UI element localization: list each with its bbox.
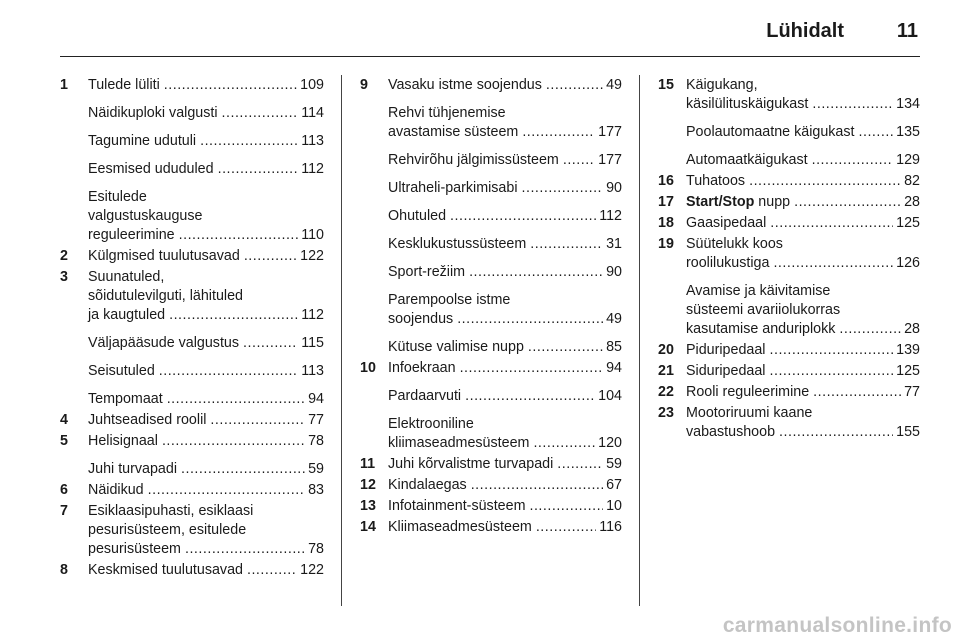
leader-dots: [148, 481, 305, 500]
entry-last-line: [686, 383, 920, 402]
column-divider-1: [341, 75, 342, 606]
entry-page: 49: [606, 77, 622, 93]
leader-dots: [812, 95, 893, 114]
entry-last-line: [88, 160, 324, 179]
index-entry: [60, 362, 324, 381]
entry-number: 23: [658, 405, 674, 421]
entry-text: Tulede lüliti: [88, 77, 160, 93]
entry-last-line: [88, 390, 324, 409]
entry-last-line: [88, 132, 324, 151]
entry-number: 2: [60, 248, 68, 264]
entry-text: Sport-režiim: [388, 264, 466, 280]
entry-page: 112: [599, 208, 622, 224]
entry-last-line: [88, 411, 324, 430]
leader-dots: [164, 76, 297, 95]
leader-dots: [770, 341, 894, 360]
entry-bold-text: Start/Stop: [686, 194, 755, 210]
entry-last-line: [88, 481, 324, 500]
entry-last-line: [686, 362, 920, 381]
entry-page: 49: [606, 311, 622, 327]
entry-number: 7: [60, 503, 68, 519]
entry-text: Ohutuled: [388, 208, 447, 224]
entry-page: 31: [606, 236, 622, 252]
entry-page: 10: [606, 498, 622, 514]
entry-page: 113: [301, 133, 324, 149]
leader-dots: [522, 123, 595, 142]
entry-text: Rehvirõhu jälgimissüsteem: [388, 152, 559, 168]
leader-dots: [546, 76, 603, 95]
entry-page: 85: [606, 339, 622, 355]
index-entry: [360, 104, 622, 142]
index-entry: [360, 207, 622, 226]
entry-text-line: Mootoriruumi kaane: [686, 405, 813, 421]
entry-text-line: sõidutulevilguti, lähituled: [88, 288, 243, 304]
entry-page: 126: [896, 255, 920, 271]
entry-page: 177: [598, 124, 622, 140]
entry-text: pesurisüsteem: [88, 541, 181, 557]
leader-dots: [169, 306, 298, 325]
entry-page: 94: [308, 391, 324, 407]
leader-dots: [200, 132, 298, 151]
index-entry: [360, 179, 622, 198]
leader-dots: [471, 476, 603, 495]
entry-page: 94: [606, 360, 622, 376]
entry-text-line: Esiklaasipuhasti, esiklaasi: [88, 503, 254, 519]
entry-text: Juhi turvapadi: [88, 461, 178, 477]
entry-number: 5: [60, 433, 68, 449]
entry-page: 125: [896, 215, 920, 231]
entry-text: Gaasipedaal: [686, 215, 767, 231]
index-entry: [360, 263, 622, 282]
entry-number: 16: [658, 173, 674, 189]
leader-dots: [210, 411, 305, 430]
entry-last-line: [388, 455, 622, 474]
leader-dots: [450, 207, 596, 226]
entry-page: 104: [598, 388, 622, 404]
entry-page: 120: [598, 435, 622, 451]
index-entry: [60, 390, 324, 409]
index-entry: [360, 387, 622, 406]
leader-dots: [859, 123, 894, 142]
entry-number: 15: [658, 77, 674, 93]
index-entry: [60, 104, 324, 123]
leader-dots: [813, 383, 901, 402]
entry-text-line: valgustuskauguse: [88, 208, 203, 224]
index-entry: [60, 481, 324, 500]
entry-page: 67: [606, 477, 622, 493]
entry-page: 77: [904, 384, 920, 400]
page-header: [60, 14, 920, 52]
leader-dots: [167, 390, 305, 409]
entry-last-line: [88, 460, 324, 479]
leader-dots: [530, 235, 603, 254]
leader-dots: [839, 320, 901, 339]
entry-text: Siduripedaal: [686, 363, 766, 379]
index-entry: [658, 76, 920, 114]
entry-page: 122: [300, 562, 324, 578]
entry-text: Infoekraan: [388, 360, 456, 376]
leader-dots: [159, 362, 298, 381]
column-divider-2: [639, 75, 640, 606]
index-column-1: [60, 76, 324, 582]
entry-text: Kliimaseadmesüsteem: [388, 519, 532, 535]
entry-last-line: [686, 123, 920, 142]
leader-dots: [794, 193, 901, 212]
entry-page: 110: [301, 227, 324, 243]
entry-page: 59: [606, 456, 622, 472]
index-entry: [60, 432, 324, 451]
entry-number: 19: [658, 236, 674, 252]
entry-text: Helisignaal: [88, 433, 158, 449]
index-entry: [60, 268, 324, 325]
entry-text-line: Elektrooniline: [388, 416, 474, 432]
entry-last-line: [686, 151, 920, 170]
entry-text: Pardaarvuti: [388, 388, 462, 404]
entry-page: 114: [301, 105, 324, 121]
leader-dots: [465, 387, 595, 406]
entry-text: Tuhatoos: [686, 173, 746, 189]
index-entry: [360, 151, 622, 170]
index-entry: [60, 334, 324, 353]
entry-text-line: Rehvi tühjenemise: [388, 105, 506, 121]
entry-text: Näidikud: [88, 482, 144, 498]
entry-number: 10: [360, 360, 376, 376]
entry-last-line: [686, 341, 920, 360]
entry-number: 22: [658, 384, 674, 400]
entry-number: 6: [60, 482, 68, 498]
entry-number: 11: [360, 456, 376, 472]
entry-text-line: Parempoolse istme: [388, 292, 511, 308]
entry-last-line: [686, 320, 920, 339]
index-entry: [658, 214, 920, 233]
entry-page: 122: [300, 248, 324, 264]
index-entry: [360, 497, 622, 516]
index-entry: [360, 455, 622, 474]
leader-dots: [528, 338, 603, 357]
entry-last-line: [686, 172, 920, 191]
entry-last-line: [88, 561, 324, 580]
entry-number: 4: [60, 412, 68, 428]
entry-page: 83: [308, 482, 324, 498]
entry-number: 21: [658, 363, 674, 379]
leader-dots: [779, 423, 893, 442]
leader-dots: [244, 247, 297, 266]
entry-last-line: [686, 423, 920, 442]
entry-last-line: [388, 123, 622, 142]
entry-number: 20: [658, 342, 674, 358]
entry-last-line: [88, 104, 324, 123]
entry-page: 115: [301, 335, 324, 351]
entry-last-line: [388, 235, 622, 254]
entry-page: 135: [896, 124, 920, 140]
leader-dots: [773, 254, 893, 273]
entry-number: 9: [360, 77, 368, 93]
leader-dots: [749, 172, 901, 191]
leader-dots: [522, 179, 604, 198]
leader-dots: [460, 359, 604, 378]
entry-last-line: [88, 226, 324, 245]
entry-text: avastamise süsteem: [388, 124, 519, 140]
entry-page: 112: [301, 161, 324, 177]
entry-page: 90: [606, 264, 622, 280]
leader-dots: [243, 334, 298, 353]
leader-dots: [770, 214, 893, 233]
entry-last-line: [388, 151, 622, 170]
entry-text-line: Süütelukk koos: [686, 236, 783, 252]
entry-text: Ultraheli-parkimisabi: [388, 180, 518, 196]
index-entry: [60, 247, 324, 266]
index-entry: [360, 518, 622, 537]
index-entry: [658, 235, 920, 273]
entry-number: 1: [60, 77, 68, 93]
leader-dots: [469, 263, 603, 282]
entry-text-line: pesurisüsteem, esitulede: [88, 522, 247, 538]
entry-text: Infotainment-süsteem: [388, 498, 526, 514]
entry-text: Rooli reguleerimine: [686, 384, 810, 400]
index-entry: [658, 404, 920, 442]
entry-text: soojendus: [388, 311, 454, 327]
entry-last-line: [88, 334, 324, 353]
entry-page: 28: [904, 194, 920, 210]
entry-last-line: [88, 306, 324, 325]
entry-page: 109: [300, 77, 324, 93]
entry-text-line: Esitulede: [88, 189, 147, 205]
leader-dots: [770, 362, 894, 381]
entry-page: 113: [301, 363, 324, 379]
entry-last-line: [388, 518, 622, 537]
entry-text: Vasaku istme soojendus: [388, 77, 542, 93]
index-entry: [60, 76, 324, 95]
entry-number: 12: [360, 477, 376, 493]
entry-text: ja kaugtuled: [88, 307, 166, 323]
entry-text: kliimaseadmesüsteem: [388, 435, 530, 451]
entry-number: 13: [360, 498, 376, 514]
entry-text: nupp: [758, 194, 791, 210]
entry-last-line: [388, 476, 622, 495]
entry-text: roolilukustiga: [686, 255, 770, 271]
entry-text-line: Suunatuled,: [88, 269, 165, 285]
leader-dots: [529, 497, 603, 516]
entry-page: 59: [308, 461, 324, 477]
header-rule: [60, 56, 920, 57]
index-entry: [60, 160, 324, 179]
entry-page: 77: [308, 412, 324, 428]
index-column-2: [360, 76, 622, 539]
index-entry: [360, 291, 622, 329]
entry-last-line: [388, 310, 622, 329]
index-entry: [658, 362, 920, 381]
entry-text: Tagumine udutuli: [88, 133, 197, 149]
leader-dots: [185, 540, 305, 559]
index-entry: [658, 282, 920, 339]
entry-page: 78: [308, 541, 324, 557]
entry-last-line: [388, 434, 622, 453]
leader-dots: [247, 561, 297, 580]
entry-number: 17: [658, 194, 674, 210]
index-entry: [360, 76, 622, 95]
entry-page: 129: [896, 152, 920, 168]
entry-text: kasutamise anduriplokk: [686, 321, 836, 337]
entry-page: 177: [598, 152, 622, 168]
entry-text: Poolautomaatne käigukast: [686, 124, 855, 140]
index-entry: [658, 172, 920, 191]
entry-last-line: [686, 193, 920, 212]
entry-page: 28: [904, 321, 920, 337]
entry-number: 18: [658, 215, 674, 231]
entry-page: 155: [896, 424, 920, 440]
entry-last-line: [388, 263, 622, 282]
entry-text: reguleerimine: [88, 227, 175, 243]
entry-page: 125: [896, 363, 920, 379]
index-entry: [60, 132, 324, 151]
entry-last-line: [388, 387, 622, 406]
entry-page: 90: [606, 180, 622, 196]
page-title: Lühidalt: [766, 20, 844, 42]
index-entry: [60, 502, 324, 559]
leader-dots: [536, 518, 596, 537]
entry-text: Eesmised ududuled: [88, 161, 214, 177]
index-entry: [60, 188, 324, 245]
entry-page: 78: [308, 433, 324, 449]
entry-last-line: [388, 207, 622, 226]
entry-number: 14: [360, 519, 376, 535]
index-entry: [658, 341, 920, 360]
entry-text: Kindalaegas: [388, 477, 467, 493]
index-entry: [658, 151, 920, 170]
entry-text: Väljapääsude valgustus: [88, 335, 240, 351]
entry-last-line: [88, 247, 324, 266]
entry-page: 134: [896, 96, 920, 112]
leader-dots: [222, 104, 299, 123]
index-entry: [360, 235, 622, 254]
index-entry: [658, 193, 920, 212]
entry-page: 112: [301, 307, 324, 323]
entry-text: Kesklukustussüsteem: [388, 236, 527, 252]
entry-number: 3: [60, 269, 68, 285]
entry-last-line: [88, 76, 324, 95]
index-entry: [360, 359, 622, 378]
index-entry: [60, 460, 324, 479]
leader-dots: [533, 434, 595, 453]
leader-dots: [181, 460, 305, 479]
index-entry: [658, 383, 920, 402]
entry-text: Automaatkäigukast: [686, 152, 808, 168]
entry-number: 8: [60, 562, 68, 578]
leader-dots: [179, 226, 299, 245]
leader-dots: [812, 151, 894, 170]
entry-last-line: [88, 540, 324, 559]
index-entry: [658, 123, 920, 142]
entry-text-line: süsteemi avariiolukorras: [686, 302, 841, 318]
leader-dots: [557, 455, 603, 474]
page-number: 11: [896, 20, 918, 42]
entry-text: Piduripedaal: [686, 342, 766, 358]
entry-text: Tempomaat: [88, 391, 163, 407]
entry-last-line: [388, 359, 622, 378]
index-column-3: [658, 76, 920, 451]
entry-last-line: [88, 432, 324, 451]
entry-text: Juhtseadised roolil: [88, 412, 207, 428]
leader-dots: [563, 151, 595, 170]
leader-dots: [162, 432, 305, 451]
leader-dots: [457, 310, 603, 329]
entry-last-line: [388, 179, 622, 198]
entry-page: 82: [904, 173, 920, 189]
entry-text: Kütuse valimise nupp: [388, 339, 524, 355]
entry-page: 139: [896, 342, 920, 358]
index-entry: [360, 476, 622, 495]
index-entry: [60, 411, 324, 430]
entry-text: vabastushoob: [686, 424, 776, 440]
entry-last-line: [686, 254, 920, 273]
entry-text: Keskmised tuulutusavad: [88, 562, 243, 578]
entry-text: käsilülituskäigukast: [686, 96, 809, 112]
entry-text-line: Avamise ja käivitamise: [686, 283, 831, 299]
index-entry: [60, 561, 324, 580]
entry-last-line: [388, 338, 622, 357]
entry-text: Näidikuploki valgusti: [88, 105, 218, 121]
entry-text: Külgmised tuulutusavad: [88, 248, 240, 264]
entry-last-line: [686, 95, 920, 114]
entry-page: 116: [599, 519, 622, 535]
entry-last-line: [88, 362, 324, 381]
entry-last-line: [388, 497, 622, 516]
entry-text: Seisutuled: [88, 363, 155, 379]
entry-text-line: Käigukang,: [686, 77, 758, 93]
entry-last-line: [388, 76, 622, 95]
entry-text: Juhi kõrvalistme turvapadi: [388, 456, 554, 472]
index-entry: [360, 338, 622, 357]
watermark: carmanualsonline.info: [722, 614, 952, 637]
entry-last-line: [686, 214, 920, 233]
index-entry: [360, 415, 622, 453]
leader-dots: [218, 160, 299, 179]
